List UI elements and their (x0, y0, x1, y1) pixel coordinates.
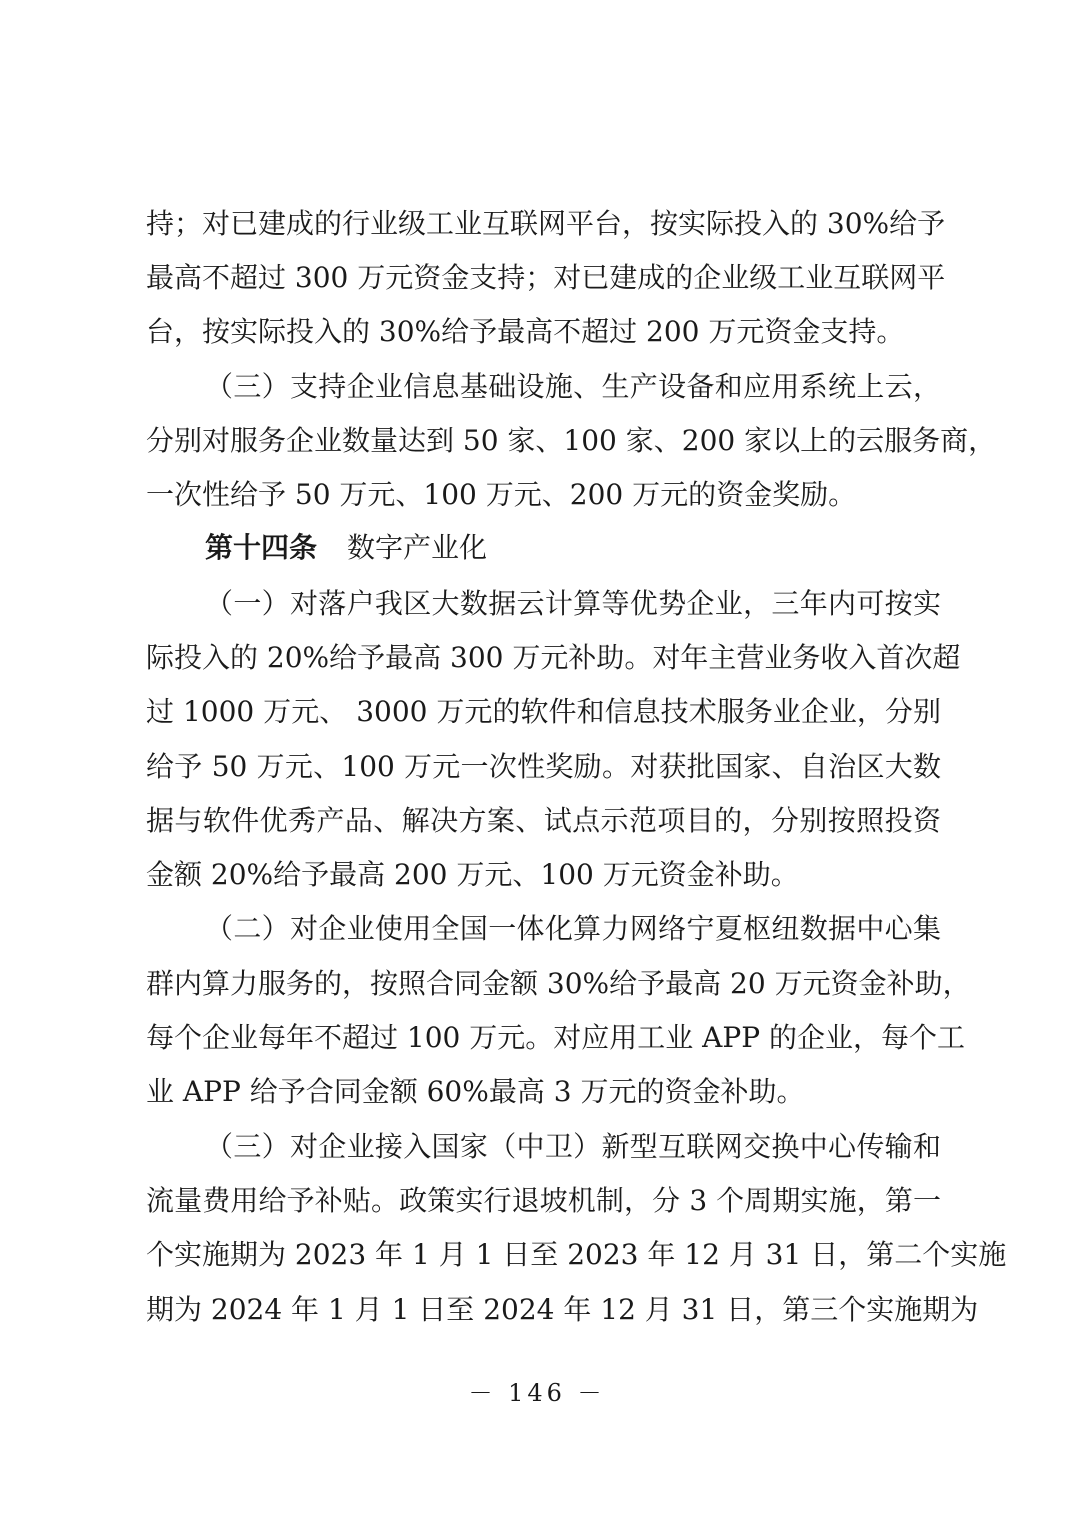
text-line: 个实施期为 2023 年 1 月 1 日至 2023 年 12 月 31 日，第二个实施 (146, 1238, 1007, 1271)
text-line: 期为 2024 年 1 月 1 日至 2024 年 12 月 31 日，第三个实施期为 (146, 1293, 979, 1326)
text-line: （一）对落户我区大数据云计算等优势企业，三年内可按实 (205, 587, 941, 620)
text-line: 业 APP 给予合同金额 60%最高 3 万元的资金补助。 (146, 1075, 805, 1108)
text-line: 据与软件优秀产品、解决方案、试点示范项目的，分别按照投资 (146, 804, 941, 837)
text-line: 分别对服务企业数量达到 50 家、100 家、200 家以上的云服务商， (146, 424, 997, 457)
text-line: 每个企业每年不超过 100 万元。对应用工业 APP 的企业，每个工 (146, 1021, 965, 1054)
article-title: 数字产业化 (347, 531, 488, 564)
article-number: 第十四条 (205, 531, 318, 564)
article-heading (205, 530, 487, 566)
text-line: 最高不超过 300 万元资金支持；对已建成的企业级工业互联网平 (146, 261, 946, 294)
text-line: 群内算力服务的，按照合同金额 30%给予最高 20 万元资金补助， (146, 967, 971, 1000)
text-line: 给予 50 万元、100 万元一次性奖励。对获批国家、自治区大数 (146, 750, 941, 783)
text-line: 际投入的 20%给予最高 300 万元补助。对年主营业务收入首次超 (146, 641, 961, 674)
text-line: 一次性给予 50 万元、100 万元、200 万元的资金奖励。 (146, 478, 857, 511)
text-line: 持；对已建成的行业级工业互联网平台，按实际投入的 30%给予 (146, 207, 946, 240)
text-line: （三）对企业接入国家（中卫）新型互联网交换中心传输和 (205, 1130, 941, 1163)
page-number: － 146 － (468, 1379, 606, 1407)
text-line: （三）支持企业信息基础设施、生产设备和应用系统上云， (205, 370, 941, 403)
text-line: （二）对企业使用全国一体化算力网络宁夏枢纽数据中心集 (205, 912, 941, 945)
text-line: 金额 20%给予最高 200 万元、100 万元资金补助。 (146, 858, 799, 891)
text-line: 台，按实际投入的 30%给予最高不超过 200 万元资金支持。 (146, 315, 905, 348)
text-line: 过 1000 万元、 3000 万元的软件和信息技术服务业企业，分别 (146, 695, 941, 728)
text-line: 流量费用给予补贴。政策实行退坡机制，分 3 个周期实施，第一 (146, 1184, 941, 1217)
